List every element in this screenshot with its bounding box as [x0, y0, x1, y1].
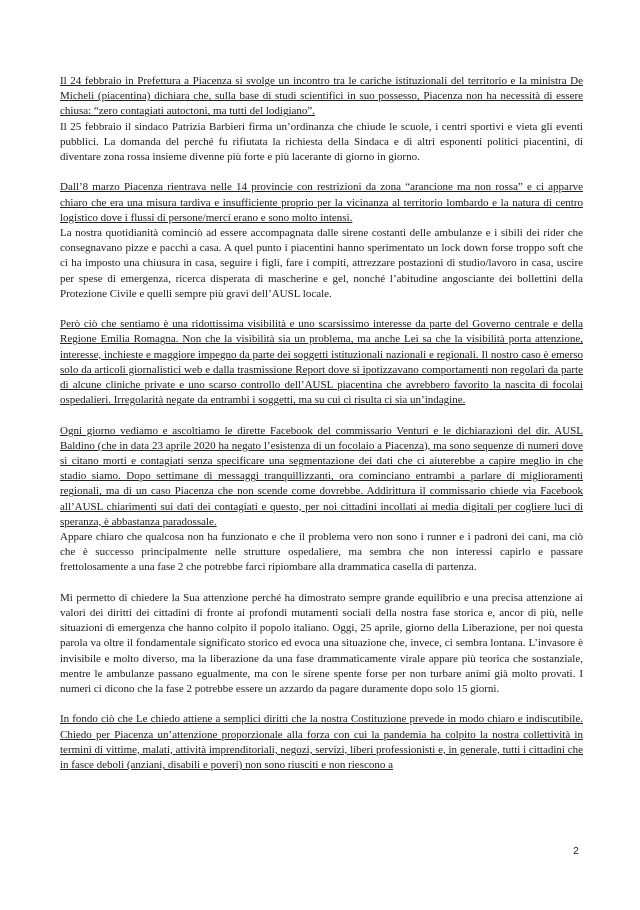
underlined-text: Ogni giorno vediamo e ascoltiamo le dirette Facebook del commissario Venturi e le dichiarazioni del dir. AUSL Baldino (che in data 23 aprile 2020 ha negato l’esistenza di un focolaio a Piacenza), ma sono sequenze di numeri dove si citano morti e contagiati senza specificare una segmentazione dei dati che ci aiuterebbe a capire meglio in che stadio siamo. Dopo settimane di messaggi tranquillizzanti, ora cominciano entrambi a parlare di miglioramenti regionali, ma di un caso Piacenza che non scende come dovrebbe. Addirittura il commissario chiede via Facebook all’AUSL chiarimenti sui dati dei contagiati e questo, per noi cittadini incollati ai media digitali per cogliere luci di speranza, è abbastanza paradossale.	[60, 424, 583, 528]
underlined-text: Dall’8 marzo Piacenza rientrava nelle 14 provincie con restrizioni da zona “arancione ma non rossa” e ci apparve chiaro che era una misura tardiva e insufficiente proprio per la vicinanza al territorio lombardo e la natura di centro logistico dove i flussi di persone/merci erano e sono molto intensi.	[60, 181, 583, 224]
underlined-text: In fondo ciò che Le chiedo attiene a semplici diritti che la nostra Costituzione prevede in modo chiaro e indiscutibile. Chiedo per Piacenza un’attenzione proporzionale alla forza con cui la pandemia ha colpito la nostra collettività in termini di vittime, malati, attività imprenditoriali, negozi, servizi, liberi professionisti e, in generale, tutti i cittadini che in fasce deboli (anziani, disabili e poveri) non sono riusciti e non riescono a	[60, 713, 583, 772]
body-text: Il 25 febbraio il sindaco Patrizia Barbieri firma un’ordinanza che chiude le scuole, i centri sportivi e vieta gli eventi pubblici. La domanda del perché fu rifiutata la richiesta della Sindaca e di altri esponenti politici piacentini, di diventare zona rossa insieme divenne più forte e più lacerante di giorno in giorno.	[60, 120, 583, 164]
body-text: Appare chiaro che qualcosa non ha funzionato e che il problema vero non sono i runner e i padroni dei cani, ma ciò che è successo principalmente nelle strutture ospedaliere, ma sembra che non interessi capirlo e passare frettolosamente a una fase 2 che potrebbe farci ripiombare alla drammatica casella di partenza.	[60, 531, 583, 574]
underlined-text: Però ciò che sentiamo è una ridottissima visibilità e uno scarsissimo interesse da parte del Governo centrale e della Regione Emilia Romagna. Non che la visibilità sia un problema, ma anche Lei sa che la visibilità porta attenzione, interesse, inchieste e maggiore impegno da parte dei soggetti istituzionali nazionali e regionali. Il nostro caso è emerso solo da articoli giornalistici web e dalla trasmissione Report dove si ipotizzavano comportamenti non regolari da parte di alcune cliniche private e uno scarso controllo dell’AUSL piacentina che avrebbero favorito la nascita di focolai ospedalieri. Irregolarità negate da entrambi i soggetti, ma su cui ci risulta ci sia un’indagine.	[60, 318, 583, 407]
body-text: La nostra quotidianità cominciò ad essere accompagnata dalle sirene costanti delle ambulanze e i sibili dei rider che consegnavano pizze e pacchi a casa. A quel punto i piacentini hanno sperimentato un lock down forse troppo soft che ci ha imposto una chiusura in casa, seguire i figli, fare i compiti, attrezzare postazioni di studio/lavoro in casa, uscire per spese di emergenza, ricerca disperata di mascherine e gel, nonché l’abitudine angosciante dei bollettini della Protezione Civile e quelli sempre più gravi dell’AUSL locale.	[60, 227, 583, 300]
body-text: Mi permetto di chiedere la Sua attenzione perché ha dimostrato sempre grande equilibrio e una precisa attenzione ai valori dei diritti dei cittadini di fronte ai profondi mutamenti sociali della nostra fase storica e, ancor di più, nelle situazioni di emergenza che hanno colpito il popolo italiano. Oggi, 25 aprile, giorno della Liberazione, per noi questa parola va oltre il fondamentale significato storico ed evoca una situazione che, invece, ci sembra lontana. L’invasore è invisibile e molto diverso, ma la liberazione da una fase drammaticamente virale appare più teorica che sostanziale, mentre le ambulanze passano egualmente, ma con le sirene spente forse per non turbare animi già molto provati. I numeri ci dicono che la fase 2 potrebbe essere un azzardo da pagare duramente dopo solo 15 giorni.	[60, 591, 583, 696]
underlined-text: Il 24 febbraio in Prefettura a Piacenza si svolge un incontro tra le cariche istituzionali del territorio e la ministra De Micheli (piacentina) dichiara che, sulla base di studi scientifici in suo possesso, Piacenza non ha necessità di essere chiusa: “zero contagiati autoctoni, ma tutti del lodigiano”.	[60, 75, 583, 118]
paragraph-prefettura-meeting	[60, 74, 583, 165]
paragraph-facebook-live	[60, 424, 583, 576]
document-body	[60, 74, 583, 788]
paragraph-visibility	[60, 317, 583, 408]
paragraph-liberation-day	[60, 591, 583, 697]
paragraph-orange-zone	[60, 180, 583, 302]
page-number: 2	[573, 845, 579, 857]
paragraph-constitution	[60, 712, 583, 773]
